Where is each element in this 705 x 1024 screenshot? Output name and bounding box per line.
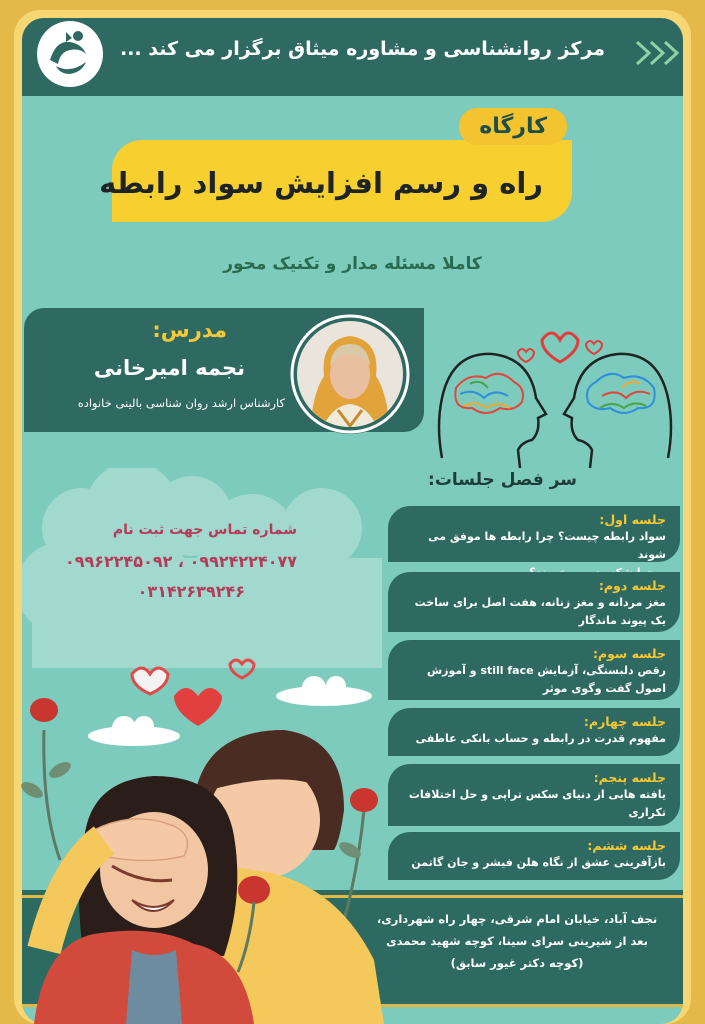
session-card [388,708,680,756]
session-title: جلسه سوم: [592,646,666,661]
phone-numbers-line2: ۰۳۱۴۲۶۳۹۲۴۶ [137,582,245,601]
address [357,908,677,974]
session-text: مفهوم قدرت در رابطه و حساب بانکی عاطفی [415,732,666,745]
session-title: جلسه ششم: [587,838,666,853]
teacher-name: نجمه امیرخانی [93,356,245,380]
teacher-label: مدرس: [152,318,227,342]
phone-numbers-line1: ۰۹۹۲۴۲۲۴۰۷۷ ، ۰۹۹۶۲۲۴۵۰۹۲ [64,552,297,571]
session-text: مغز مردانه و مغز زنانه، هفت اصل برای ساخت [414,596,666,609]
session-card [388,764,680,826]
session-text: سواد رابطه چیست؟ چرا رابطه ها موفق می شوند [428,530,666,561]
session-text: رقص دلبستگی، آزمایش still face و آموزش [426,664,666,677]
sessions-title: سر فصل جلسات: [428,470,577,490]
session-card [388,572,680,632]
workshop-subtitle: کاملا مسئله مدار و تکنیک محور [223,254,482,274]
workshop-title: راه و رسم افزایش سواد رابطه [99,166,543,200]
meesagh-logo-icon [36,20,104,88]
address-line: نجف آباد، خیابان امام شرقی، چهار راه شهرداری، [376,912,658,926]
address-line: (کوچه دکتر غیور سابق) [450,956,584,970]
session-card [388,506,680,562]
address-line: بعد از شیرینی سرای سینا، کوچه شهید محمدی [386,934,648,948]
session-text: بازآفرینی عشق از نگاه هلن فیشر و جان گاتمن [411,856,666,869]
session-text: یک پیوند ماندگار [578,614,666,627]
session-title: جلسه پنجم: [593,770,666,785]
brains-hearts-illustration [430,318,680,470]
session-title: جلسه اول: [599,512,666,527]
contact-title: شماره تماس جهت ثبت نام [112,522,297,538]
session-card [388,640,680,700]
couple-illustration [14,650,394,1024]
chevrons-icon [635,40,683,66]
session-title: جلسه چهارم: [583,714,666,729]
session-text: یافته هایی از دنیای سکس تراپی و حل اختلافات [408,788,666,801]
session-text: اصول گفت وگوی موثر [542,682,666,695]
organizer-text: مرکز روانشناسی و مشاوره میثاق برگزار می کند ... [120,38,605,60]
teacher-photo [290,314,410,434]
workshop-label: کارگاه [459,108,567,145]
session-text: تکراری [628,806,666,819]
session-title: جلسه دوم: [598,578,666,593]
session-card [388,832,680,880]
teacher-description: کارشناس ارشد روان شناسی بالینی خانواده [77,396,285,410]
